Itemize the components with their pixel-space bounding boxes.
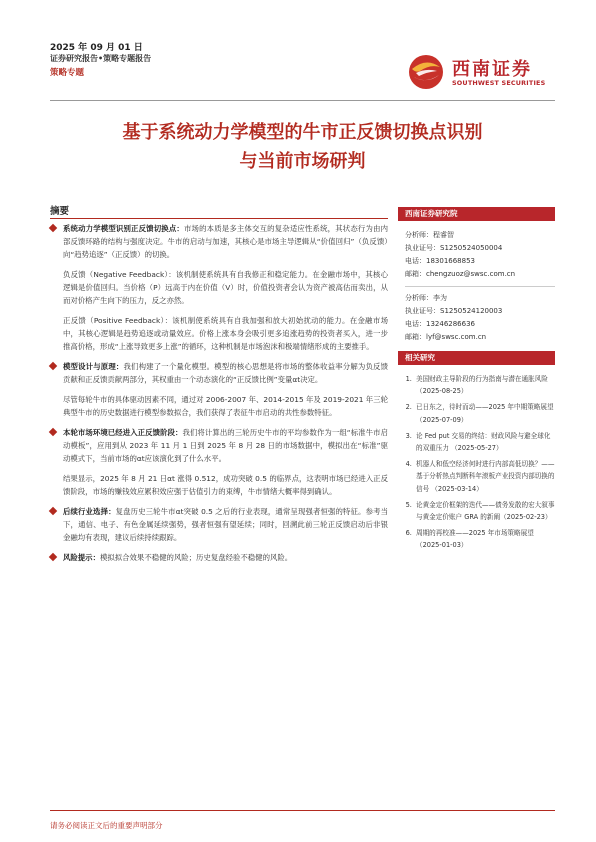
header-divider xyxy=(50,100,555,101)
footer-divider xyxy=(50,810,555,811)
analyst-panel xyxy=(398,207,555,344)
paragraph-lead: 风险提示： xyxy=(63,553,100,562)
paragraph-lead: 后续行业选择： xyxy=(63,507,116,516)
logo-chinese: 西南证券 xyxy=(452,59,532,80)
paragraph-model xyxy=(50,222,388,261)
report-title xyxy=(50,118,555,176)
analyst-divider xyxy=(405,286,555,287)
report-topic: 策略专题 xyxy=(50,68,85,78)
analyst-email[interactable]: 邮箱：lyf@swsc.com.cn xyxy=(405,333,487,341)
paragraph-result: 结果显示，2025 年 8 月 21 日αt 涨得 0.512，成功突破 0.5 的临界点，这表明市场已经进入正反馈阶段，市场的赚钱效应累积效应强于估值引力的束缚，牛市情绪大概率得到确认。 xyxy=(63,474,388,496)
paragraph-lead: 系统动力学模型识别正反馈切换点： xyxy=(63,224,184,233)
paragraph-positive-feedback: 正反馈（Positive Feedback）：该机制使系统具有自我加强和放大初始扰动的能力。在金融市场中，其核心逻辑是趋势追逐或动量效应。价格上涨本身会吸引更多追涨趋势的投资者买入，进一步推高价格，形成“上涨导致更多上涨”的循环，这种机制是市场泡沫和极端情绪形成的主要推手。 xyxy=(63,316,388,351)
paragraph-text: 模拟拟合效果不稳健的风险；历史复盘经验不稳健的风险。 xyxy=(99,553,293,562)
abstract-divider xyxy=(50,218,388,219)
report-date: 2025 年 09 月 01 日 xyxy=(50,43,143,53)
analyst-license: 执业证号：S1250524050004 xyxy=(405,244,503,252)
related-research-panel xyxy=(398,351,555,556)
analyst-license: 执业证号：S1250524120003 xyxy=(405,307,503,315)
paragraph-text: 市场的本质是多主体交互的复杂适应性系统，其状态行为由内部反馈环路的结构与强度决定。牛市的启动与加速，其核心是市场主导逻辑从“价值回归”（负反馈）向“趋势追逐”（正反馈）的切换。 xyxy=(63,224,388,259)
analyst-info xyxy=(398,229,555,344)
paragraph-sector xyxy=(50,505,388,544)
related-research-item[interactable]: 3. 论 Fed put 交易的终结：财政风险与避全球化的双重压力 （2025-05-27） xyxy=(414,430,555,454)
paragraph-lead: 模型设计与原理： xyxy=(63,362,124,371)
analyst-phone: 电话：18301668853 xyxy=(405,257,475,265)
paragraph-negative-feedback: 负反馈（Negative Feedback）：该机制使系统具有自我修正和稳定能力。在金融市场中，其核心逻辑是价值回归。当价格（P）远高于内在价值（V）时，价值投资者会认为资产被高估而卖出，从而对价格产生向下的压力，反之亦然。 xyxy=(63,270,388,305)
paragraph-lead: 本轮市场环境已经进入正反馈阶段： xyxy=(63,428,183,437)
related-research-item[interactable]: 2. 已日东之，待时而动——2025 年中期策略展望 （2025-07-09） xyxy=(414,401,555,425)
report-series: 证券研究报告•策略专题报告 xyxy=(50,54,152,63)
paragraph-history: 尽管每轮牛市的具体驱动因素不同，通过对 2006-2007 年、2014-2015 年及 2019-2021 年三轮典型牛市的历史数据进行模型参数拟合，我们获得了表征牛市启动的共性参数特征。 xyxy=(63,395,388,417)
related-research-item[interactable]: 4. 机器人和低空经济何时进行内部高低切换？——基于分析热点判断科年滚板产业投资内部切换的信号 （2025-03-14） xyxy=(414,458,555,495)
paragraph-current-market xyxy=(50,426,388,465)
analyst-email[interactable]: 邮箱：chengzuoz@swsc.com.cn xyxy=(405,270,516,278)
paragraph-risk xyxy=(50,551,388,564)
analyst-phone: 电话：13246286636 xyxy=(405,320,475,328)
paragraph-text: 复盘历史三轮牛市αt突破 0.5 之后的行业表现，通常呈现强者恒强的特征。参考当下，通信、电子、有色金属延续强势，强者恒强有望延续；同时，回溯此前三轮正反馈启动后非银金融均有表现，建议后续持续跟踪。 xyxy=(63,507,388,542)
company-logo xyxy=(408,54,558,90)
paragraph-text: 我们构建了一个量化模型。模型的核心思想是将市场的整体收益率分解为负反馈贡献和正反馈贡献两部分，其权重由一个动态演化的“正反馈比例”变量αt决定。 xyxy=(63,362,388,384)
paragraph-text: 我们将计算出的三轮历史牛市的平均参数作为一组“标准牛市启动模板”，应用到从 2023 年 11 月 1 日到 2025 年 8 月 28 日的市场数据中，模拟出在“标准”驱动模式下，当前市场的αt应该演化到了什么水平。 xyxy=(63,428,388,463)
related-research-bar: 相关研究 xyxy=(398,351,555,365)
logo-emblem-icon xyxy=(408,54,444,90)
abstract-body xyxy=(50,222,388,571)
footer-disclaimer: 请务必阅读正文后的重要声明部分 xyxy=(50,821,163,830)
related-research-item[interactable]: 6. 周期的再校准——2025 年市场策略展望 （2025-01-03） xyxy=(414,527,555,551)
title-line-1: 基于系统动力学模型的牛市正反馈切换点识别 xyxy=(122,122,483,143)
related-research-item[interactable]: 1. 美国财政主导阶段的行为指南与潜在通胀风险 （2025-08-25） xyxy=(414,373,555,397)
analyst-name: 分析师：程睿智 xyxy=(405,231,454,239)
logo-english: SOUTHWEST SECURITIES xyxy=(452,79,546,87)
related-research-list xyxy=(398,373,555,552)
related-research-item[interactable]: 5. 论黄金定价框架的迭代——债务发散的宏大叙事与黄金定价账户 GRA 的新阐（2025-02-23） xyxy=(414,499,555,523)
title-line-2: 与当前市场研判 xyxy=(239,151,366,172)
institute-bar: 西南证券研究院 xyxy=(398,207,555,221)
abstract-heading: 摘要 xyxy=(50,206,70,217)
analyst-name: 分析师：李为 xyxy=(405,294,447,302)
paragraph-design xyxy=(50,360,388,386)
